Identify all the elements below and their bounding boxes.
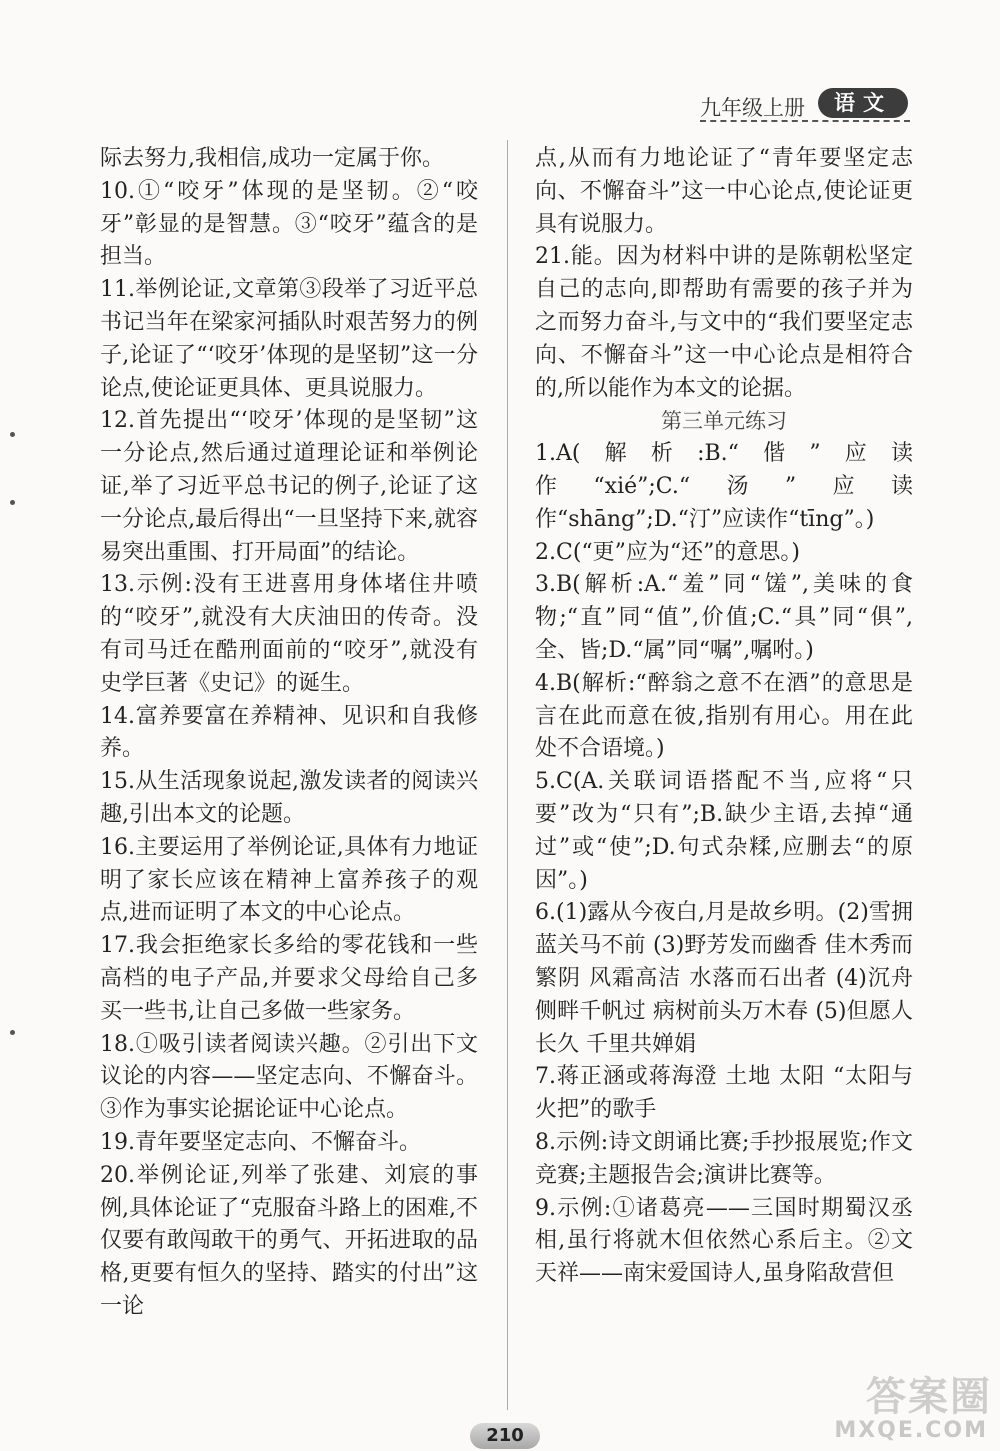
answer-paragraph: 21.能。因为材料中讲的是陈朝松坚定自己的志向,即帮助有需要的孩子并为之而努力奋斗,与文中的“我们要坚定志向、不懈奋斗”这一中心论点是相符合的,所以能作为本文的论据。 xyxy=(535,244,913,401)
answer-paragraph: 10.①“咬牙”体现的是坚韧。②“咬牙”彰显的是智慧。③“咬牙”蕴含的是担当。 xyxy=(100,178,478,270)
watermark-logo xyxy=(812,1365,992,1443)
answer-paragraph: 19.青年要坚定志向、不懈奋斗。 xyxy=(100,1129,421,1155)
answer-paragraph: 8.示例:诗文朗诵比赛;手抄报展览;作文竞赛;主题报告会;演讲比赛等。 xyxy=(535,1129,913,1188)
watermark-url: MXQE.COM xyxy=(834,1418,988,1443)
answer-paragraph: 2.C(“更”应为“还”的意思。) xyxy=(535,539,800,565)
margin-dot xyxy=(10,432,15,437)
answer-paragraph: 6.(1)露从今夜白,月是故乡明。(2)雪拥蓝关马不前 (3)野芳发而幽香 佳木秀而繁阴 风霜高洁 水落而石出者 (4)沉舟侧畔千帆过 病树前头万木春 (5)但愿人长久 千里共婵娟 xyxy=(535,900,913,1057)
subject-badge: 语文 xyxy=(818,88,908,118)
header-underline xyxy=(700,120,910,122)
answer-paragraph: 16.主要运用了举例论证,具体有力地证明了家长应该在精神上富养孩子的观点,进而证明了本文的中心论点。 xyxy=(100,834,478,926)
answer-paragraph: 11.举例论证,文章第③段举了习近平总书记当年在梁家河插队时艰苦努力的例子,论证了“‘咬牙’体现的是坚韧”这一分论点,使论证更具体、更具说服力。 xyxy=(100,277,478,401)
left-column xyxy=(100,143,478,1324)
grade-label: 九年级上册 xyxy=(700,96,805,120)
answer-paragraph: 18.①吸引读者阅读兴趣。②引出下文议论的内容——坚定志向、不懈奋斗。③作为事实论据论证中心论点。 xyxy=(100,1031,478,1123)
section-title: 第三单元练习 xyxy=(661,409,787,434)
answer-paragraph: 15.从生活现象说起,激发读者的阅读兴趣,引出本文的论题。 xyxy=(100,769,478,827)
answer-paragraph: 20.举例论证,列举了张建、刘宸的事例,具体论证了“克服奋斗路上的困难,不仅要有敢闯敢干的勇气、开拓进取的品格,更要有恒久的坚持、踏实的付出”这一论 xyxy=(100,1162,478,1319)
watermark-text: 答案圈 xyxy=(866,1374,992,1420)
answer-paragraph: 9.示例:①诸葛亮——三国时期蜀汉丞相,虽行将就木但依然心系后主。②文天祥——南宋爱国诗人,虽身陷敌营但 xyxy=(535,1195,913,1287)
answer-paragraph: 际去努力,我相信,成功一定属于你。 xyxy=(100,146,444,171)
answer-paragraph: 7.蒋正涵或蒋海澄 土地 太阳 “太阳与火把”的歌手 xyxy=(535,1064,913,1123)
answer-paragraph: 1.A(解析:B.“偕”应读作“xié”;C.“汤”应读作“shāng”;D.“汀”应读作“tīng”。) xyxy=(535,441,913,532)
answer-paragraph: 点,从而有力地论证了“青年要坚定志向、不懈奋斗”这一中心论点,使论证更具有说服力。 xyxy=(535,146,913,237)
margin-dot xyxy=(10,500,15,505)
margin-dot xyxy=(10,1030,15,1035)
answer-paragraph: 12.首先提出“‘咬牙’体现的是坚韧”这一分论点,然后通过道理论证和举例论证,举了习近平总书记的例子,论证了这一分论点,最后得出“一旦坚持下来,就容易突出重围、打开局面”的结论。 xyxy=(100,408,478,565)
answer-paragraph: 17.我会拒绝家长多给的零花钱和一些高档的电子产品,并要求父母给自己多买一些书,让自己多做一些家务。 xyxy=(100,933,478,1024)
answer-paragraph: 13.示例:没有王进喜用身体堵住井喷的“咬牙”,就没有大庆油田的传奇。没有司马迁在酷刑面前的“咬牙”,就没有史学巨著《史记》的诞生。 xyxy=(100,572,478,696)
answer-paragraph: 5.C(A.关联词语搭配不当,应将“只要”改为“只有”;B.缺少主语,去掉“通过”或“使”;D.句式杂糅,应删去“的原因”。) xyxy=(535,769,913,893)
page-number: 210 xyxy=(470,1423,540,1449)
page-header xyxy=(660,88,910,128)
column-divider xyxy=(507,140,508,1410)
answer-paragraph: 4.B(解析:“醉翁之意不在酒”的意思是言在此而意在彼,指别有用心。用在此处不合语境。) xyxy=(535,670,913,762)
answer-paragraph: 3.B(解析:A.“羞”同“馐”,美味的食物;“直”同“值”,价值;C.“具”同“俱”,全、皆;D.“属”同“嘱”,嘱咐。) xyxy=(535,572,913,663)
answer-paragraph: 14.富养要富在养精神、见识和自我修养。 xyxy=(100,703,478,762)
right-column xyxy=(535,143,913,1291)
